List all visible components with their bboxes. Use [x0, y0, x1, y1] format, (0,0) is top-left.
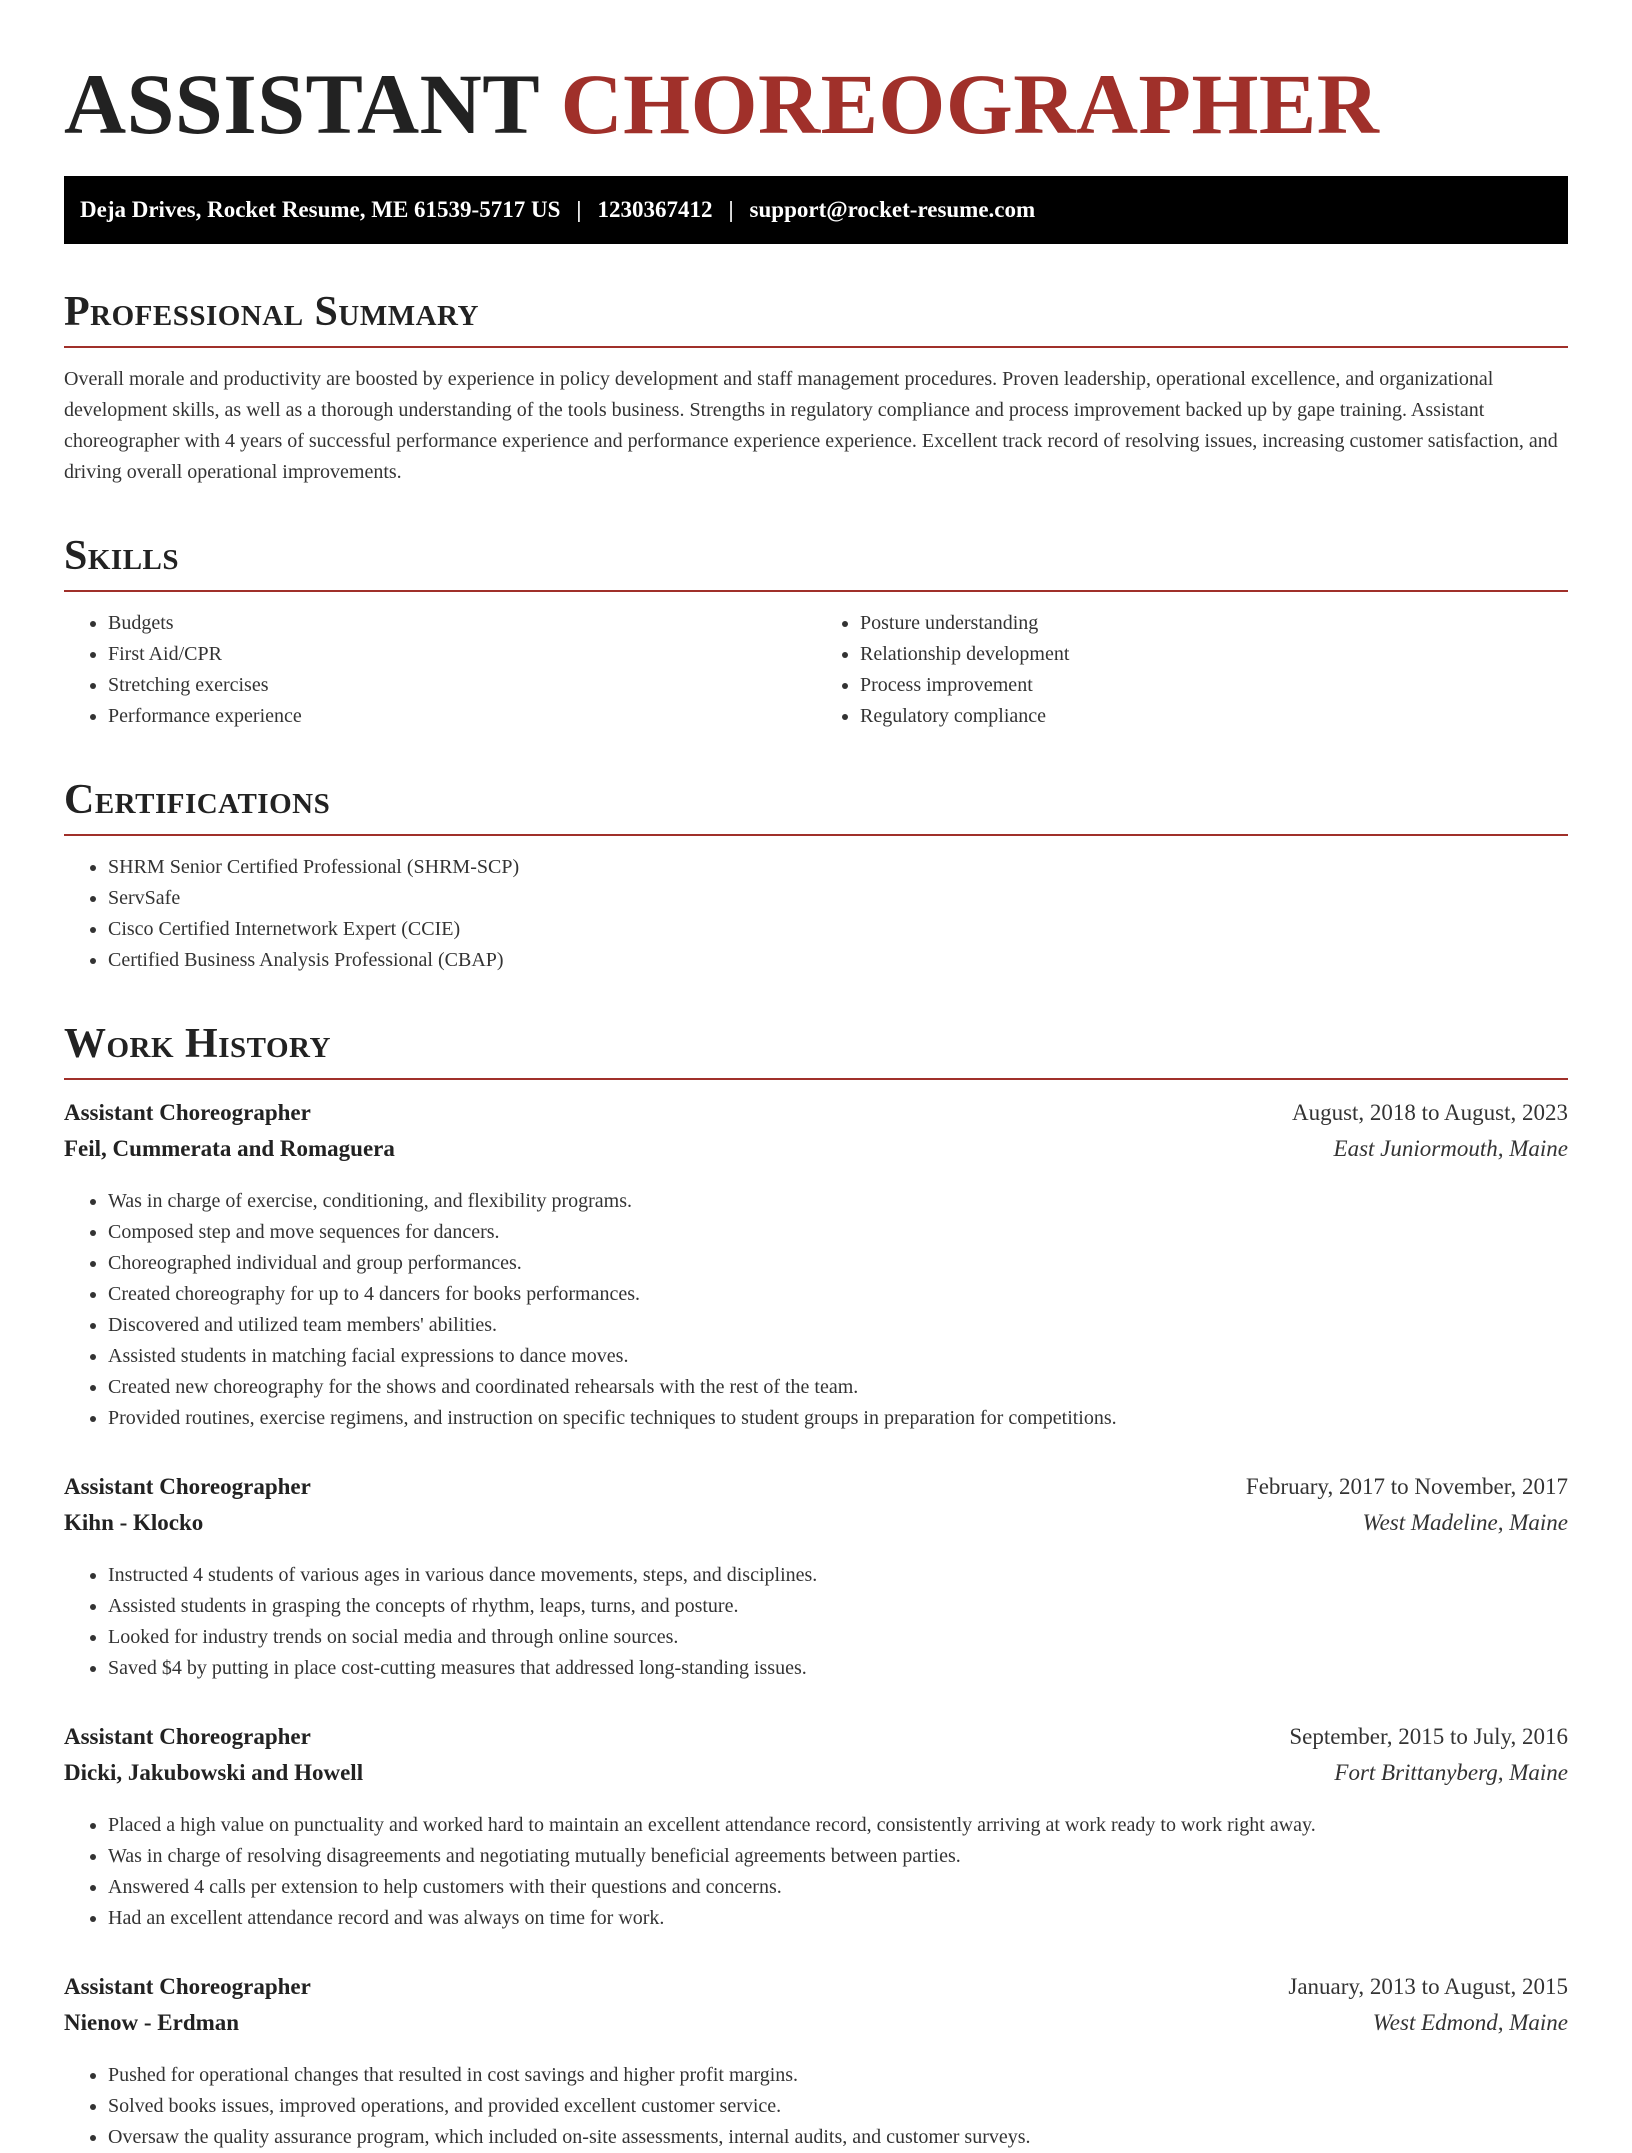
skill-item: • Performance experience	[108, 701, 816, 732]
job-bullet: • Had an excellent attendance record and was always on time for work.	[108, 1903, 1568, 1934]
skills-section	[64, 532, 1568, 732]
job-company-row	[64, 1510, 1568, 1546]
job-title-row	[64, 1100, 1568, 1136]
resume-name	[64, 56, 1568, 152]
job-company: Feil, Cummerata and Romaguera	[64, 1136, 395, 1161]
job-company: Kihn - Klocko	[64, 1510, 204, 1535]
job-location: West Edmond, Maine	[1372, 2010, 1568, 2035]
skill-item: • First Aid/CPR	[108, 639, 816, 670]
job-company-row	[64, 2010, 1568, 2046]
job-bullet: • Created new choreography for the shows and coordinated rehearsals with the rest of the team.	[108, 1372, 1568, 1403]
skills-heading: Skills	[64, 532, 1568, 592]
job-company-row	[64, 1760, 1568, 1796]
skill-item: • Process improvement	[860, 670, 1568, 701]
skill-item: • Posture understanding	[860, 608, 1568, 639]
certification-item: • Cisco Certified Internetwork Expert (CCIE)	[108, 914, 1568, 945]
job-bullet: • Assisted students in matching facial expressions to dance moves.	[108, 1341, 1568, 1372]
job-bullet: • Composed step and move sequences for dancers.	[108, 1217, 1568, 1248]
name-accent-word: CHOREOGRAPHER	[560, 56, 1380, 152]
certifications-list	[64, 852, 1568, 976]
skill-item: • Budgets	[108, 608, 816, 639]
job-title: Assistant Choreographer	[64, 1724, 311, 1749]
job-title-row	[64, 1724, 1568, 1760]
job-bullets	[64, 1810, 1568, 1934]
job-bullet: • Choreographed individual and group performances.	[108, 1248, 1568, 1279]
job-bullet: • Oversaw the quality assurance program, which included on-site assessments, internal audits, and customer surveys.	[108, 2122, 1568, 2153]
contact-bar	[64, 176, 1568, 244]
job-company: Nienow - Erdman	[64, 2010, 240, 2035]
job-bullet: • Created choreography for up to 4 dancers for books performances.	[108, 1279, 1568, 1310]
certifications-section	[64, 776, 1568, 976]
job-entry	[64, 1100, 1568, 1434]
job-bullet: • Saved $4 by putting in place cost-cutting measures that addressed long-standing issues.	[108, 1653, 1568, 1684]
certification-item: • Certified Business Analysis Professional (CBAP)	[108, 945, 1568, 976]
skill-item: • Regulatory compliance	[860, 701, 1568, 732]
job-bullet: • Pushed for operational changes that resulted in cost savings and higher profit margins.	[108, 2060, 1568, 2091]
job-bullet: • Looked for industry trends on social media and through online sources.	[108, 1622, 1568, 1653]
work-history-heading: Work History	[64, 1020, 1568, 1080]
summary-section	[64, 288, 1568, 488]
job-entry	[64, 1474, 1568, 1684]
job-location: Fort Brittanyberg, Maine	[1334, 1760, 1568, 1785]
job-bullet: • Provided routines, exercise regimens, and instruction on specific techniques to student groups in preparation for competitions.	[108, 1403, 1568, 1434]
skill-item: • Relationship development	[860, 639, 1568, 670]
contact-separator: |	[576, 197, 582, 222]
job-bullet: • Was in charge of resolving disagreements and negotiating mutually beneficial agreements between parties.	[108, 1841, 1568, 1872]
job-dates: August, 2018 to August, 2023	[1291, 1100, 1568, 1125]
job-bullet: • Solved books issues, improved operations, and provided excellent customer service.	[108, 2091, 1568, 2122]
job-dates: January, 2013 to August, 2015	[1288, 1974, 1568, 1999]
job-title: Assistant Choreographer	[64, 1474, 311, 1499]
summary-text: Overall morale and productivity are boosted by experience in policy development and staff management procedures. Proven leadership, operational excellence, and organizational development skills, as well as a thorough understanding of the tools business. Strengths in regulatory compliance and process improvement backed up by gape training. Assistant choreographer with 4 years of successful performance experience and performance experience experience. Excellent track record of resolving issues, increasing customer satisfaction, and driving overall operational improvements.	[64, 368, 1558, 483]
job-bullet: • Placed a high value on punctuality and worked hard to maintain an excellent attendance record, consistently arriving at work ready to work right away.	[108, 1810, 1568, 1841]
job-bullets	[64, 1186, 1568, 1434]
job-title-row	[64, 1474, 1568, 1510]
contact-email: support@rocket-resume.com	[749, 197, 1036, 222]
skill-item: • Stretching exercises	[108, 670, 816, 701]
job-bullet: • Answered 4 calls per extension to help customers with their questions and concerns.	[108, 1872, 1568, 1903]
job-bullet: • Was in charge of exercise, conditioning, and flexibility programs.	[108, 1186, 1568, 1217]
job-bullets	[64, 2060, 1568, 2153]
job-bullets	[64, 1560, 1568, 1684]
job-entry	[64, 1724, 1568, 1934]
contact-phone: 1230367412	[597, 197, 713, 222]
job-dates: February, 2017 to November, 2017	[1245, 1474, 1568, 1499]
skills-list-left	[64, 608, 816, 732]
certifications-heading: Certifications	[64, 776, 1568, 836]
name-first-word: ASSISTANT	[64, 56, 539, 152]
certification-item: • SHRM Senior Certified Professional (SHRM-SCP)	[108, 852, 1568, 883]
contact-separator: |	[728, 197, 734, 222]
job-entry	[64, 1974, 1568, 2153]
job-title: Assistant Choreographer	[64, 1100, 311, 1125]
job-location: East Juniormouth, Maine	[1333, 1136, 1568, 1161]
summary-heading: Professional Summary	[64, 288, 1568, 348]
job-company: Dicki, Jakubowski and Howell	[64, 1760, 364, 1785]
certification-item: • ServSafe	[108, 883, 1568, 914]
job-dates: September, 2015 to July, 2016	[1289, 1724, 1568, 1749]
job-title: Assistant Choreographer	[64, 1974, 311, 1999]
job-bullet: • Instructed 4 students of various ages in various dance movements, steps, and disciplines.	[108, 1560, 1568, 1591]
contact-address: Deja Drives, Rocket Resume, ME 61539-5717 US	[80, 197, 561, 222]
job-bullet: • Assisted students in grasping the concepts of rhythm, leaps, turns, and posture.	[108, 1591, 1568, 1622]
job-bullet: • Discovered and utilized team members' abilities.	[108, 1310, 1568, 1341]
job-title-row	[64, 1974, 1568, 2010]
work-history-section	[64, 1020, 1568, 2153]
skills-list-right	[816, 608, 1568, 732]
skills-grid	[64, 608, 1568, 732]
job-location: West Madeline, Maine	[1362, 1510, 1568, 1535]
job-company-row	[64, 1136, 1568, 1172]
